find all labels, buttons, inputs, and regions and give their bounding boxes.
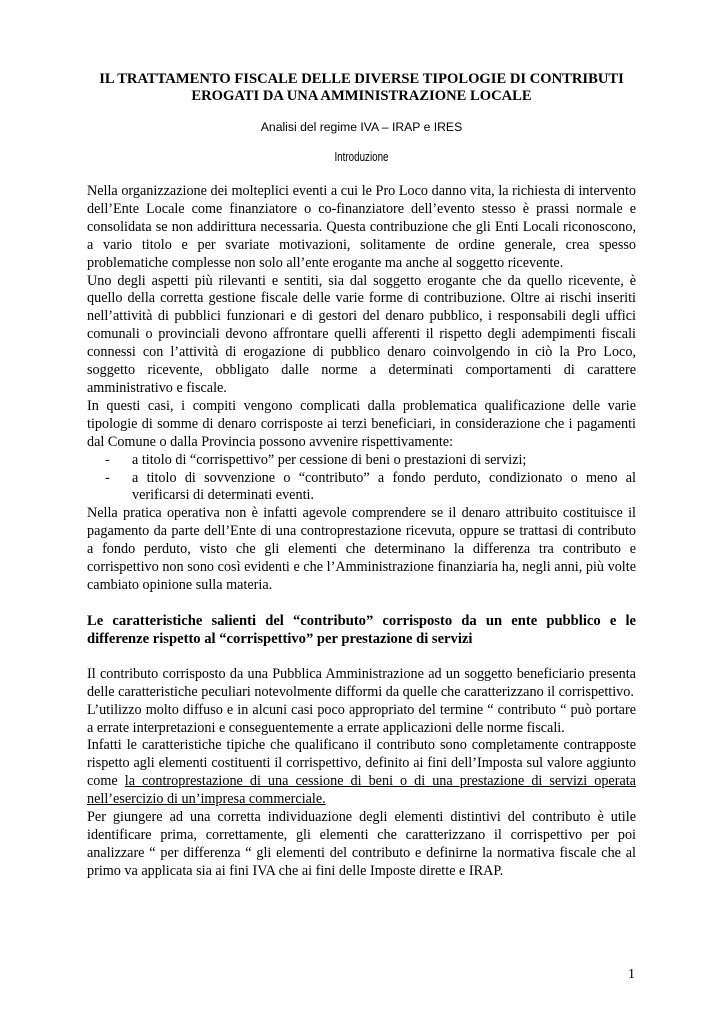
list-item — [87, 452, 636, 470]
document-body — [87, 183, 636, 881]
paragraph: Uno degli aspetti più rilevanti e sentiti, sia dal soggetto erogante che da quello ricevente, è quello della corretta gestione fiscale delle varie forme di contribuzione. Oltre ai rischi inseriti nell’attività di pubblici funzionari e di gestori del denaro pubblico, i responsabili degli uffici comunali o provinciali devono affrontare quelli afferenti il rispetto degli adempimenti fiscali connessi con l’attività di erogazione di pubblico denaro coinvolgendo in ciò la Pro Loco, soggetto ricevente, obbligato dalle norme a determinati comportamenti di carattere amministrativo e fiscale. — [87, 272, 636, 396]
paragraph: Il contributo corrisposto da una Pubblica Amministrazione ad un soggetto beneficiario presenta delle caratteristiche peculiari notevolmente difformi da quelle che caratterizzano il corrispettivo. — [87, 665, 636, 700]
paragraph: Nella pratica operativa non è infatti agevole comprendere se il denaro attribuito costituisce il pagamento da parte dell’Ente di una controprestazione ricevuta, oppure se trattasi di contributo a fondo perduto, visto che gli elementi che determinano la differenza tra contributo e corrispettivo non sono così evidenti e che l’Amministrazione finanziaria ha, negli anni, più volte cambiato opinione sulla materia. — [87, 505, 636, 593]
list-item-text: a titolo di sovvenzione o “contributo” a fondo perduto, condizionato o meno al verificarsi di determinati eventi. — [132, 469, 636, 504]
section-heading: Le caratteristiche salienti del “contributo” corrisposto da un ente pubblico e le differenze rispetto al “corrispettivo” per prestazione di servizi — [87, 612, 636, 648]
paragraph: Nella organizzazione dei molteplici eventi a cui le Pro Loco danno vita, la richiesta di intervento dell’Ente Locale come finanziatore o co-finanziatore dell’evento stesso è prassi normale e consolidata se non addirittura necessaria. Questa contribuzione che gli Enti Locali riconoscono, a vario titolo e per svariate motivazioni, solitamente de ordine generale, crea spesso problematiche complesse non solo all’ente erogante ma anche al soggetto ricevente. — [87, 183, 636, 271]
underlined-definition: la controprestazione di una cessione di beni o di una prestazione di servizi operata nell’esercizio di un’impresa commerciale. — [87, 773, 636, 808]
intro-heading: Introduzione — [334, 150, 389, 164]
list-bullet: - — [105, 451, 110, 468]
paragraph: In questi casi, i compiti vengono complicati dalla problematica qualificazione delle varie tipologie di somme di denaro corrisposte ai terzi beneficiari, in considerazione che i pagamenti dal Comune o dalla Provincia possono avvenire rispettivamente: — [87, 397, 636, 450]
list-bullet: - — [105, 469, 110, 486]
paragraph — [87, 737, 636, 809]
dash-list — [87, 452, 636, 506]
paragraph-text: Infatti le caratteristiche tipiche che qualificano il contributo sono completamente contrapposte rispetto agli elementi costituenti il corrispettivo, definito ai fini dell’Imposta sul valore aggiunto come — [87, 737, 636, 790]
paragraph: Per giungere ad una corretta individuazione degli elementi distintivi del contributo è utile identificare prima, correttamente, gli elementi che caratterizzano il corrispettivo per poi analizzare “ per differenza “ gli elementi del contributo e definirne la normativa fiscale che al primo va applicata sia ai fini IVA che ai fini delle Imposte dirette e IRAP. — [87, 809, 636, 879]
document-title: IL TRATTAMENTO FISCALE DELLE DIVERSE TIPOLOGIE DI CONTRIBUTI EROGATI DA UNA AMMINISTRAZIONE LOCALE — [99, 71, 624, 104]
list-item-text: a titolo di “corrispettivo” per cessione di beni o prestazioni di servizi; — [132, 451, 527, 468]
page-number: 1 — [628, 967, 635, 982]
document-subtitle: Analisi del regime IVA – IRAP e IRES — [260, 120, 463, 134]
paragraph: L’utilizzo molto diffuso e in alcuni casi poco appropriato del termine “ contributo “ può portare a errate interpretazioni e conseguentemente a errate applicazioni delle norme fiscali. — [87, 701, 636, 736]
list-item — [87, 470, 636, 506]
